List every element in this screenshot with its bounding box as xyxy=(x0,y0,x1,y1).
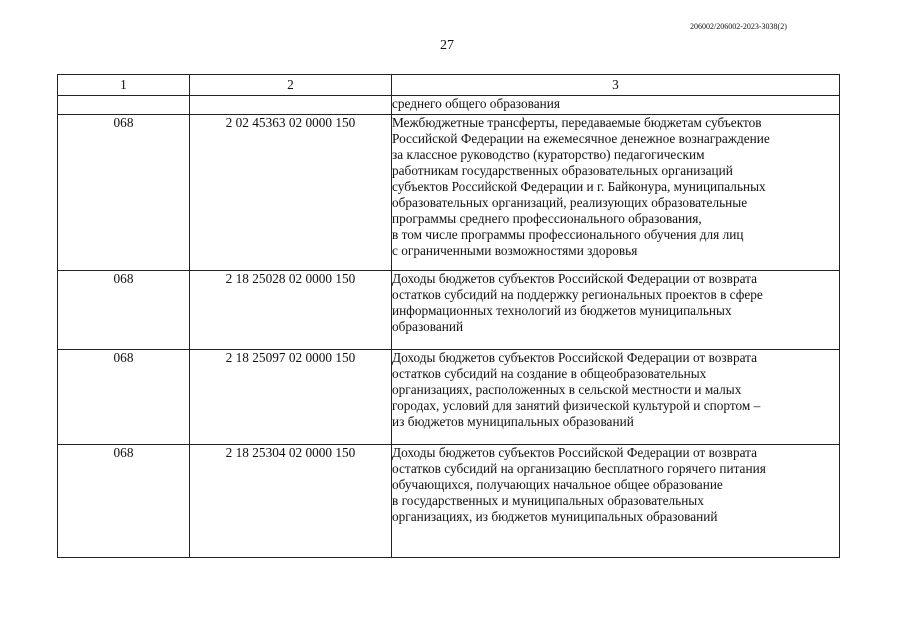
table-header-row xyxy=(58,75,840,96)
description-line: остатков субсидий на организацию бесплатного горячего питания xyxy=(392,461,766,476)
description-cell xyxy=(392,96,840,115)
kbk-code-cell: 2 18 25304 02 0000 150 xyxy=(190,445,392,558)
description-line: информационных технологий из бюджетов муниципальных xyxy=(392,303,732,318)
description-line: за классное руководство (кураторство) педагогическим xyxy=(392,147,705,162)
revenue-codes-table xyxy=(57,74,840,558)
column-header-1: 1 xyxy=(58,75,190,96)
description-line: среднего общего образования xyxy=(392,96,560,111)
description-line: из бюджетов муниципальных образований xyxy=(392,414,634,429)
description-line: субъектов Российской Федерации и г. Байконура, муниципальных xyxy=(392,179,766,194)
description-line: остатков субсидий на создание в общеобразовательных xyxy=(392,366,707,381)
table-row xyxy=(58,271,840,350)
kbk-code-cell: 2 18 25097 02 0000 150 xyxy=(190,350,392,445)
description-line: Российской Федерации на ежемесячное денежное вознаграждение xyxy=(392,131,770,146)
description-line: организациях, из бюджетов муниципальных образований xyxy=(392,509,718,524)
description-line: работникам государственных образовательных организаций xyxy=(392,163,733,178)
kbk-code-cell: 2 02 45363 02 0000 150 xyxy=(190,115,392,271)
description-line: Доходы бюджетов субъектов Российской Федерации от возврата xyxy=(392,445,758,460)
table-row xyxy=(58,115,840,271)
table-row xyxy=(58,96,840,115)
document-id: 206002/206002-2023-3038(2) xyxy=(690,22,787,31)
description-line: с ограниченными возможностями здоровья xyxy=(392,243,638,258)
table-row xyxy=(58,350,840,445)
description-cell xyxy=(392,350,840,445)
description-line: в том числе программы профессионального обучения для лиц xyxy=(392,227,744,242)
description-line: остатков субсидий на поддержку региональных проектов в сфере xyxy=(392,287,763,302)
description-line: организациях, расположенных в сельской местности и малых xyxy=(392,382,742,397)
description-cell xyxy=(392,271,840,350)
description-cell xyxy=(392,445,840,558)
admin-code-cell: 068 xyxy=(58,271,190,350)
admin-code-cell: 068 xyxy=(58,350,190,445)
description-cell xyxy=(392,115,840,271)
column-header-2: 2 xyxy=(190,75,392,96)
description-line: образований xyxy=(392,319,464,334)
kbk-code-cell xyxy=(190,96,392,115)
description-line: в государственных и муниципальных образовательных xyxy=(392,493,704,508)
admin-code-cell xyxy=(58,96,190,115)
description-line: Доходы бюджетов субъектов Российской Федерации от возврата xyxy=(392,271,758,286)
column-header-3: 3 xyxy=(392,75,840,96)
description-line: обучающихся, получающих начальное общее образование xyxy=(392,477,723,492)
table-row xyxy=(58,445,840,558)
description-line: городах, условий для занятий физической культурой и спортом – xyxy=(392,398,761,413)
description-line: Доходы бюджетов субъектов Российской Федерации от возврата xyxy=(392,350,758,365)
description-line: программы среднего профессионального образования, xyxy=(392,211,702,226)
admin-code-cell: 068 xyxy=(58,115,190,271)
kbk-code-cell: 2 18 25028 02 0000 150 xyxy=(190,271,392,350)
page-number: 27 xyxy=(440,38,454,53)
description-line: образовательных организаций, реализующих образовательные xyxy=(392,195,748,210)
admin-code-cell: 068 xyxy=(58,445,190,558)
description-line: Межбюджетные трансферты, передаваемые бюджетам субъектов xyxy=(392,115,762,130)
